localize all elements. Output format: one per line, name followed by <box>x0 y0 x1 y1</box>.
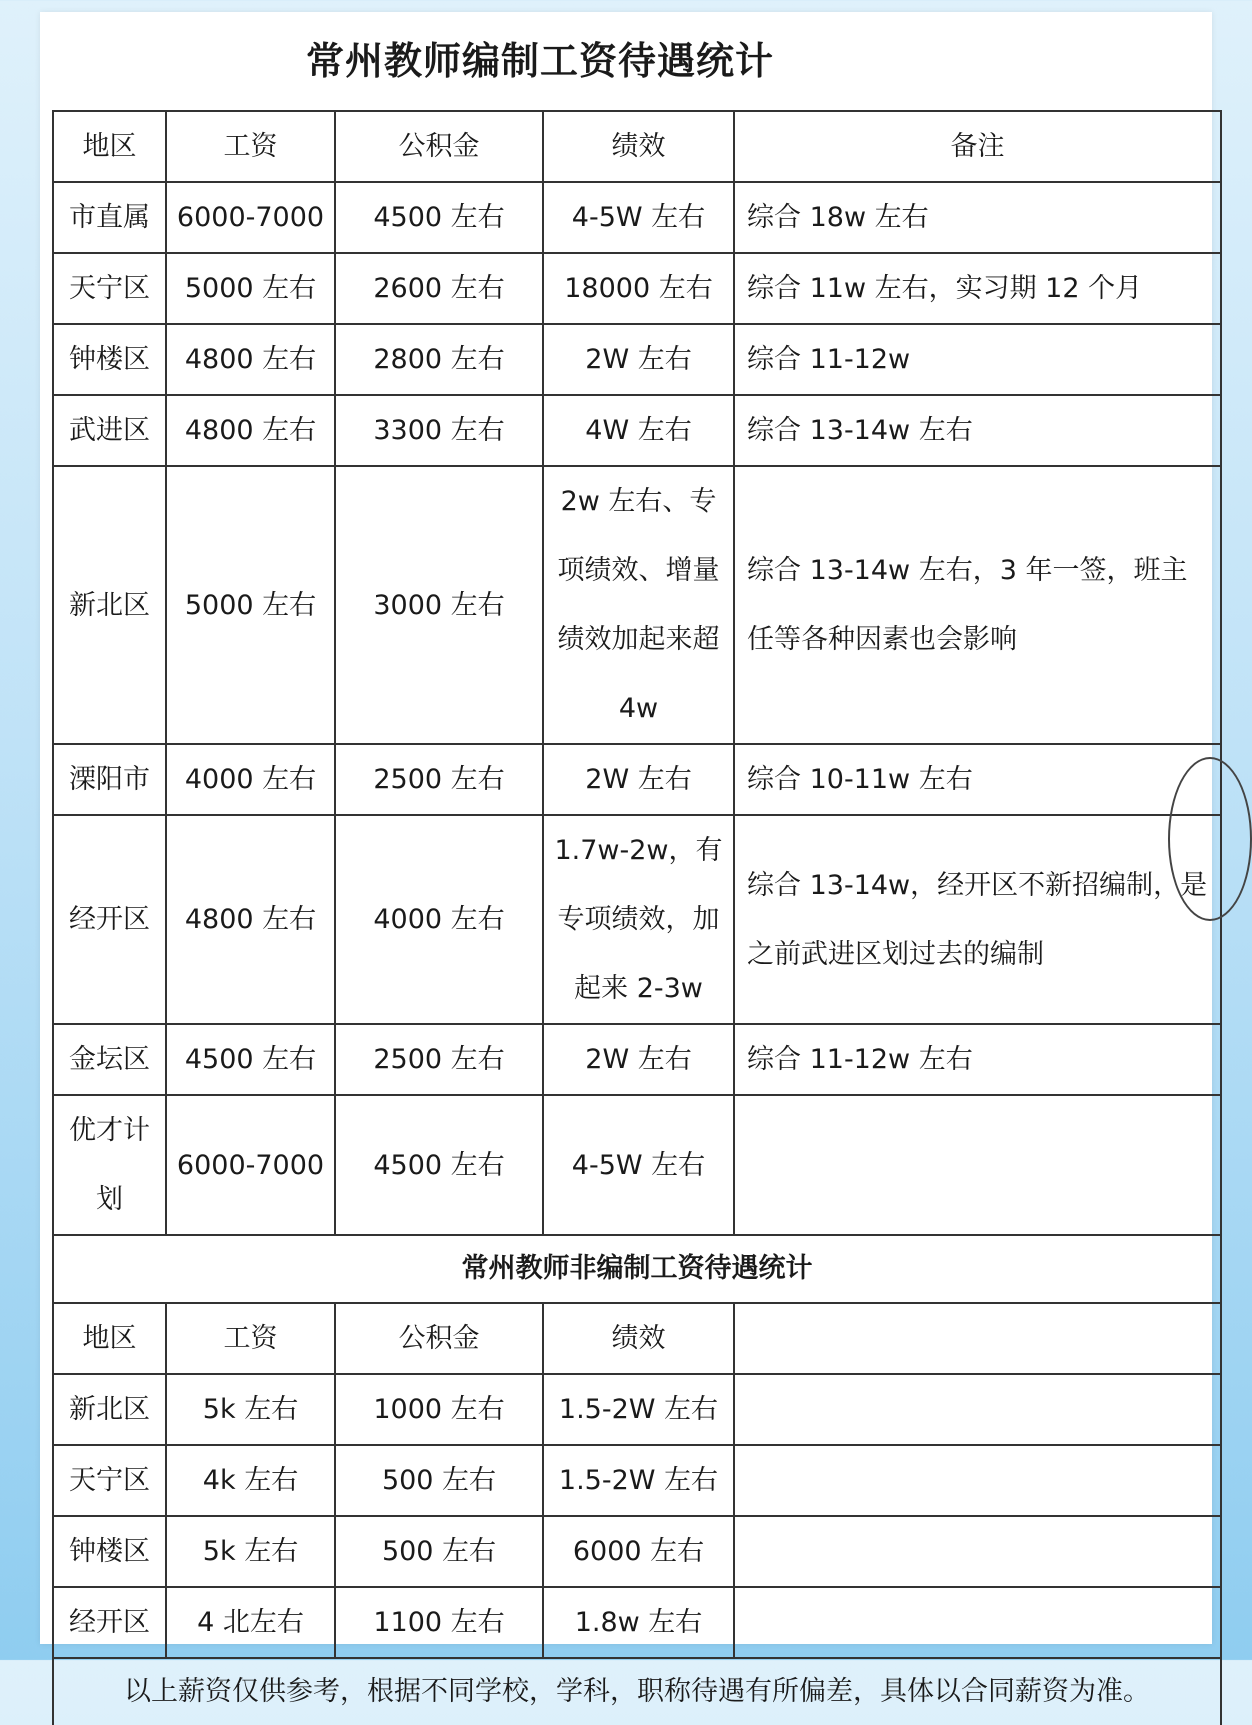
table-cell: 2800 左右 <box>335 324 543 395</box>
header-cell: 公积金 <box>335 1303 543 1374</box>
table-cell: 优才计划 <box>53 1095 166 1235</box>
table-cell: 4000 左右 <box>335 815 543 1024</box>
table-cell: 6000 左右 <box>543 1516 734 1587</box>
table-cell: 4000 左右 <box>166 744 335 815</box>
table-cell: 钟楼区 <box>53 324 166 395</box>
table-cell: 3300 左右 <box>335 395 543 466</box>
table-cell: 2600 左右 <box>335 253 543 324</box>
table-cell <box>734 1516 1221 1587</box>
table-row <box>53 1374 1221 1445</box>
table-cell: 溧阳市 <box>53 744 166 815</box>
header-cell: 工资 <box>166 111 335 182</box>
table-row <box>53 395 1221 466</box>
table-cell: 4W 左右 <box>543 395 734 466</box>
table-cell: 5k 左右 <box>166 1516 335 1587</box>
table-cell: 2W 左右 <box>543 1024 734 1095</box>
header-cell: 备注 <box>734 111 1221 182</box>
table-cell: 4k 左右 <box>166 1445 335 1516</box>
table-cell: 2500 左右 <box>335 744 543 815</box>
table-cell: 5000 左右 <box>166 253 335 324</box>
header-cell: 地区 <box>53 1303 166 1374</box>
footnote-row <box>53 1658 1221 1725</box>
table-cell: 4-5W 左右 <box>543 1095 734 1235</box>
table-cell <box>734 1095 1221 1235</box>
table-row <box>53 1587 1221 1658</box>
footnote: 以上薪资仅供参考，根据不同学校，学科，职称待遇有所偏差，具体以合同薪资为准。 <box>53 1658 1221 1725</box>
table-cell: 经开区 <box>53 815 166 1024</box>
table-cell: 4 北左右 <box>166 1587 335 1658</box>
document-page <box>40 12 1212 1707</box>
table-cell: 1000 左右 <box>335 1374 543 1445</box>
table-cell: 1.5-2W 左右 <box>543 1445 734 1516</box>
table-row <box>53 1516 1221 1587</box>
table-cell: 综合 18w 左右 <box>734 182 1221 253</box>
table-row <box>53 1024 1221 1095</box>
table-cell: 6000-7000 <box>166 182 335 253</box>
table-cell: 1.7w-2w，有专项绩效，加起来 2-3w <box>543 815 734 1024</box>
header-cell: 公积金 <box>335 111 543 182</box>
table-cell: 经开区 <box>53 1587 166 1658</box>
table-cell: 综合 13-14w 左右，3 年一签，班主任等各种因素也会影响 <box>734 466 1221 744</box>
salary-table <box>52 110 1222 1725</box>
table-row <box>53 815 1221 1024</box>
header-cell: 绩效 <box>543 111 734 182</box>
table-cell: 4800 左右 <box>166 324 335 395</box>
table-cell: 2W 左右 <box>543 324 734 395</box>
table-cell: 18000 左右 <box>543 253 734 324</box>
table-cell: 4500 左右 <box>335 182 543 253</box>
table-cell: 综合 11-12w <box>734 324 1221 395</box>
table-header-row <box>53 111 1221 182</box>
header-cell: 地区 <box>53 111 166 182</box>
table-row <box>53 1445 1221 1516</box>
table-cell: 新北区 <box>53 466 166 744</box>
table-cell: 综合 10-11w 左右 <box>734 744 1221 815</box>
table-cell: 4800 左右 <box>166 395 335 466</box>
table-cell <box>734 1374 1221 1445</box>
table-row <box>53 744 1221 815</box>
table-row <box>53 182 1221 253</box>
header-cell <box>734 1303 1221 1374</box>
table-cell <box>734 1445 1221 1516</box>
header-cell: 工资 <box>166 1303 335 1374</box>
table-cell: 2W 左右 <box>543 744 734 815</box>
table-cell: 综合 13-14w，经开区不新招编制，是之前武进区划过去的编制 <box>734 815 1221 1024</box>
table-cell: 5k 左右 <box>166 1374 335 1445</box>
table-cell: 新北区 <box>53 1374 166 1445</box>
table-cell: 武进区 <box>53 395 166 466</box>
decorative-arc <box>1168 757 1252 921</box>
section-title: 常州教师非编制工资待遇统计 <box>53 1235 1221 1303</box>
table-cell: 4500 左右 <box>335 1095 543 1235</box>
table-row <box>53 466 1221 744</box>
table-cell: 综合 11w 左右，实习期 12 个月 <box>734 253 1221 324</box>
table-cell: 天宁区 <box>53 1445 166 1516</box>
table-cell: 500 左右 <box>335 1445 543 1516</box>
table-cell: 综合 13-14w 左右 <box>734 395 1221 466</box>
table-cell: 金坛区 <box>53 1024 166 1095</box>
table-cell: 1100 左右 <box>335 1587 543 1658</box>
table-cell: 1.8w 左右 <box>543 1587 734 1658</box>
table-cell: 3000 左右 <box>335 466 543 744</box>
table-header-row <box>53 1303 1221 1374</box>
table-cell: 综合 11-12w 左右 <box>734 1024 1221 1095</box>
table-cell: 4800 左右 <box>166 815 335 1024</box>
table-cell: 4500 左右 <box>166 1024 335 1095</box>
table-cell: 4-5W 左右 <box>543 182 734 253</box>
header-cell: 绩效 <box>543 1303 734 1374</box>
table-cell: 6000-7000 <box>166 1095 335 1235</box>
table-cell: 天宁区 <box>53 253 166 324</box>
table-cell <box>734 1587 1221 1658</box>
table-cell: 500 左右 <box>335 1516 543 1587</box>
table-cell: 市直属 <box>53 182 166 253</box>
section-title-row <box>53 1235 1221 1303</box>
table-cell: 1.5-2W 左右 <box>543 1374 734 1445</box>
page-title: 常州教师编制工资待遇统计 <box>305 39 774 83</box>
table-cell: 2w 左右、专项绩效、增量绩效加起来超 4w <box>543 466 734 744</box>
table-cell: 2500 左右 <box>335 1024 543 1095</box>
table-cell: 钟楼区 <box>53 1516 166 1587</box>
table-cell: 5000 左右 <box>166 466 335 744</box>
table-row <box>53 1095 1221 1235</box>
table-row <box>53 324 1221 395</box>
table-row <box>53 253 1221 324</box>
